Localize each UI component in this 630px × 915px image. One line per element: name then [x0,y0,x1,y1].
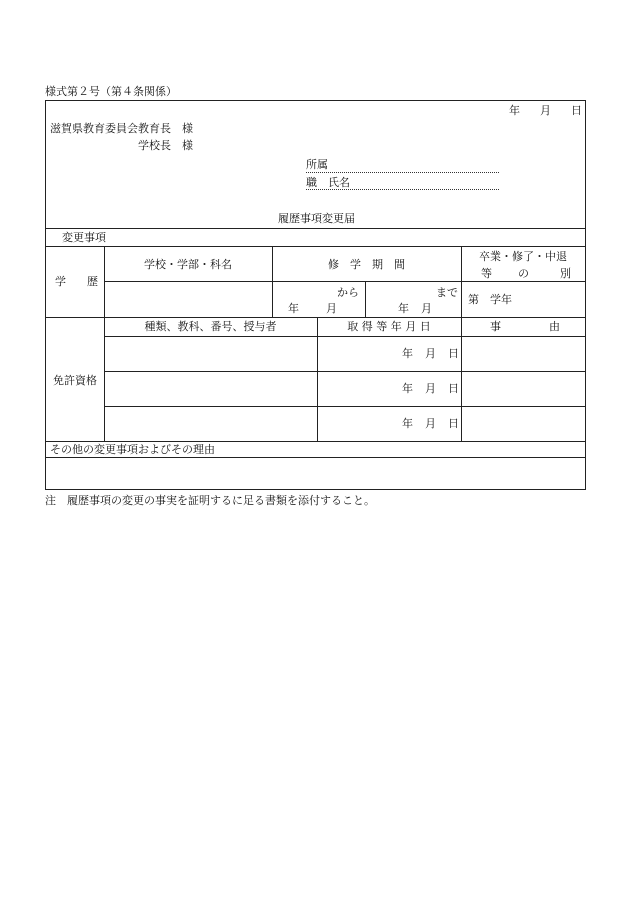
col-acquired-date-header: 取 得 等 年 月 日 [347,320,431,333]
from-label: から [337,286,359,299]
date-day-label: 日 [571,104,582,117]
license-type-field[interactable] [104,336,317,371]
license-reason-field[interactable] [461,406,586,441]
col-reason-header-a: 事 [490,320,501,333]
affiliation-field[interactable] [306,172,499,173]
to-label: まで [436,286,458,299]
license-day-label: 日 [448,382,459,395]
to-month-label: 月 [421,302,432,315]
col-status-header: 卒業・修了・中退 [479,250,567,263]
name-label: 職 氏名 [306,176,350,189]
license-year-label: 年 [402,382,413,395]
footnote: 注 履歴事項の変更の事実を証明するに足る書類を添付すること。 [45,494,375,507]
col-reason-header-b: 由 [549,320,560,333]
divider [365,281,366,317]
name-field[interactable] [306,189,499,190]
divider [461,246,462,317]
col-status-header-c: 別 [560,267,571,280]
divider [272,246,273,317]
license-year-label: 年 [402,417,413,430]
other-changes-field[interactable] [46,458,585,489]
form-number: 様式第２号（第４条関係） [45,85,177,98]
addressee-superintendent: 滋賀県教育委員会教育長 様 [50,122,193,135]
license-day-label: 日 [448,417,459,430]
other-changes-label: その他の変更事項およびその理由 [50,443,215,456]
date-year-label: 年 [509,104,520,117]
divider [317,317,318,441]
license-month-label: 月 [425,417,436,430]
col-status-header-a: 等 [481,267,492,280]
divider [45,246,586,247]
education-label-2: 歴 [87,275,98,288]
license-label: 免許資格 [53,374,97,387]
divider [45,228,586,229]
education-label-1: 学 [55,275,66,288]
addressee-principal: 学校長 様 [138,139,193,152]
grade-label: 第 学年 [468,293,512,306]
col-period-header: 修 学 期 間 [328,258,405,271]
license-type-field[interactable] [104,371,317,406]
divider [45,441,586,442]
license-month-label: 月 [425,347,436,360]
license-year-label: 年 [402,347,413,360]
from-month-label: 月 [326,302,337,315]
license-reason-field[interactable] [461,371,586,406]
change-items-label: 変更事項 [62,231,106,244]
license-reason-field[interactable] [461,336,586,371]
col-license-type-header: 種類、教科、番号、授与者 [144,320,277,333]
school-name-field[interactable] [104,281,272,317]
from-year-label: 年 [288,302,299,315]
divider [45,317,586,318]
license-month-label: 月 [425,382,436,395]
affiliation-label: 所属 [306,158,328,171]
to-year-label: 年 [398,302,409,315]
date-month-label: 月 [540,104,551,117]
license-type-field[interactable] [104,406,317,441]
col-status-header-b: の [518,267,529,280]
col-school-header: 学校・学部・科名 [144,258,232,271]
license-day-label: 日 [448,347,459,360]
form-title: 履歴事項変更届 [278,212,355,225]
